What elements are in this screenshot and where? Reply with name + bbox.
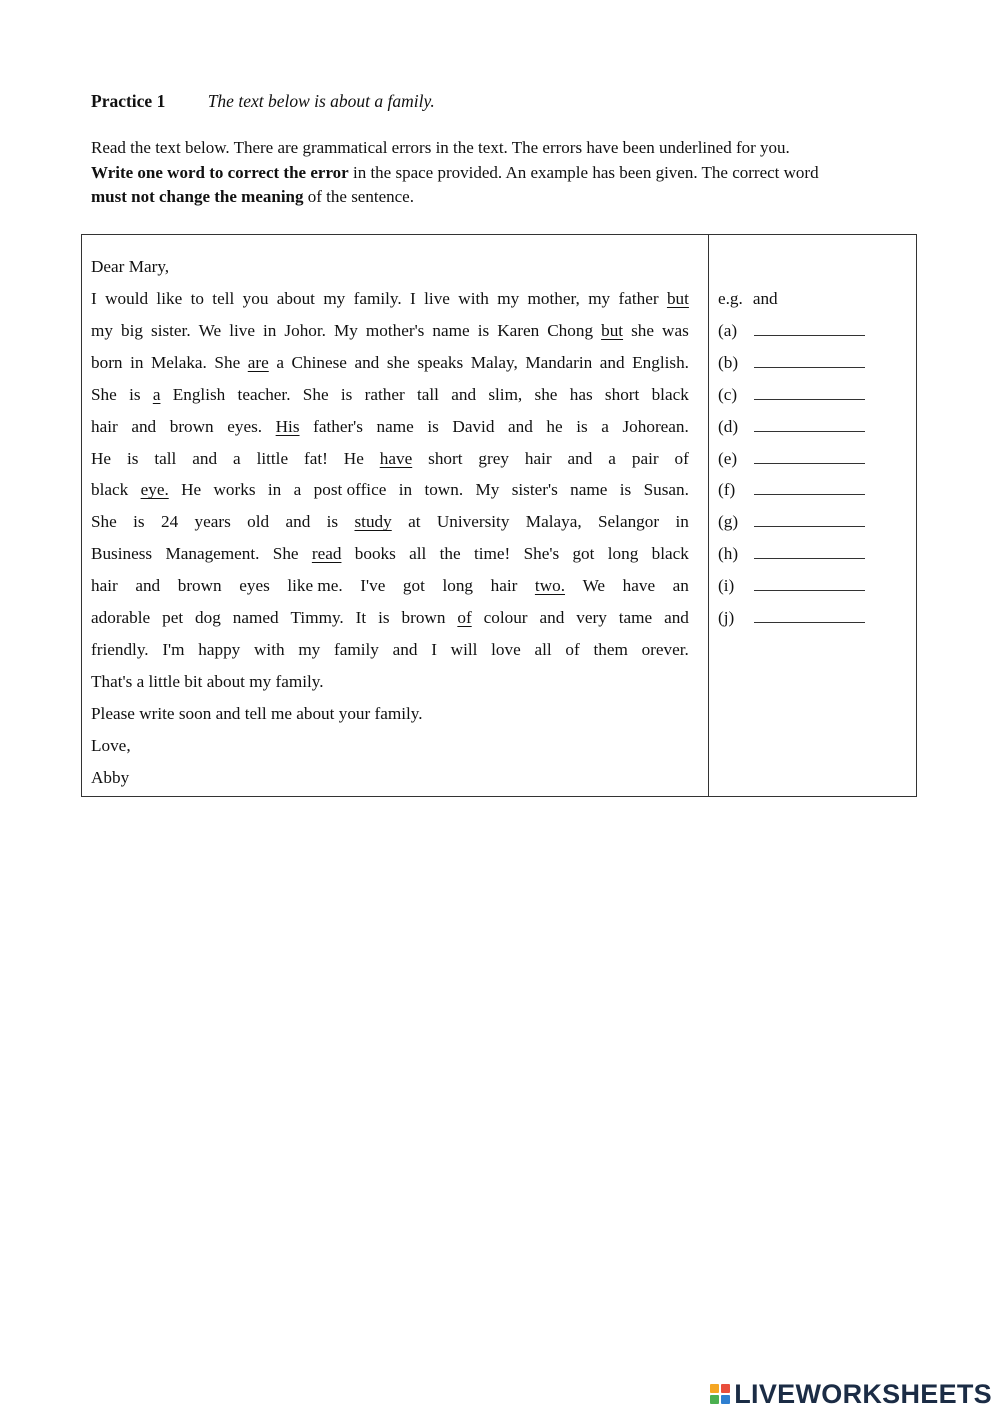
- letter-line: [91, 288, 689, 310]
- letter-line: [91, 607, 689, 629]
- letter-word: Malaya,: [525, 512, 582, 532]
- letter-word: is: [129, 384, 141, 404]
- letter-line: [91, 320, 689, 342]
- example-label: e.g.: [718, 289, 743, 308]
- letter-word: them: [593, 639, 628, 659]
- letter-word: love: [491, 639, 521, 659]
- letter-word: adorable: [91, 608, 151, 627]
- letter-word: black: [91, 480, 129, 500]
- letter-word: and: [285, 512, 311, 532]
- letter-word: and: [392, 639, 418, 659]
- letter-word: She: [272, 544, 299, 564]
- letter-word: named: [232, 608, 279, 627]
- letter-word: Chinese: [291, 352, 347, 372]
- letter-word: eyes.: [227, 416, 263, 436]
- letter-word: at: [408, 512, 421, 532]
- letter-word: name: [376, 416, 414, 436]
- letter-word: I'm: [162, 639, 185, 659]
- letter-word: friendly.: [91, 639, 149, 659]
- letter-word: old: [247, 512, 270, 532]
- letter-greeting: Dear Mary,: [91, 257, 170, 276]
- letter-word: He: [343, 448, 364, 468]
- answer-label: (a): [718, 320, 738, 340]
- liveworksheets-logo: [710, 1380, 992, 1408]
- letter-line: [91, 479, 689, 501]
- column-divider: [708, 235, 709, 796]
- letter-word: teacher.: [237, 384, 291, 404]
- answer-label: (e): [718, 448, 738, 468]
- answer-row: [718, 320, 865, 342]
- letter-word: with: [458, 289, 489, 308]
- letter-word: like me.: [287, 576, 343, 596]
- letter-word: like: [156, 289, 183, 308]
- logo-tile: [710, 1395, 719, 1404]
- letter-word: my: [588, 289, 611, 308]
- letter-word: father: [618, 289, 659, 308]
- letter-word: books: [354, 544, 396, 564]
- letter-word: I've: [360, 576, 386, 596]
- letter-line: [91, 543, 689, 565]
- answer-row: [718, 479, 865, 501]
- letter-word: family: [334, 639, 379, 659]
- letter-word: pair: [631, 448, 659, 468]
- letter-word: She: [91, 384, 117, 404]
- letter-word: hair: [490, 576, 518, 596]
- letter-word: He: [91, 448, 112, 468]
- letter-word: tame: [618, 608, 653, 627]
- letter-word: is: [619, 480, 632, 500]
- letter-word: long: [607, 544, 639, 564]
- logo-mark-icon: [710, 1384, 730, 1404]
- answer-label: (j): [718, 608, 735, 627]
- letter-word: slim,: [488, 384, 523, 404]
- answer-label: (g): [718, 512, 739, 532]
- answer-label: (c): [718, 384, 738, 404]
- letter-line: [91, 448, 689, 470]
- answer-row: [718, 352, 865, 374]
- letter-word: a: [233, 448, 241, 468]
- letter-word: in: [263, 320, 277, 340]
- letter-word: town.: [424, 480, 464, 500]
- letter-word: English.: [632, 352, 689, 372]
- letter-word: hair: [524, 448, 552, 468]
- letter-word: He: [181, 480, 202, 500]
- letter-closing: That's a little bit about my family.: [91, 671, 324, 691]
- letter-word: in: [267, 480, 282, 500]
- underlined-error: are: [247, 352, 269, 372]
- letter-word: years: [194, 512, 231, 532]
- answer-blank[interactable]: [754, 480, 865, 495]
- letter-word: Johorean.: [622, 416, 689, 436]
- letter-word: dog: [195, 608, 221, 627]
- letter-line: [91, 575, 689, 597]
- letter-word: the: [439, 544, 461, 564]
- answer-blank[interactable]: [754, 608, 865, 623]
- letter-word: and: [539, 608, 565, 627]
- letter-word: pet: [162, 608, 184, 627]
- answer-row: [718, 448, 865, 470]
- practice-heading: [91, 90, 435, 112]
- letter-word: It: [355, 608, 367, 627]
- letter-word: short: [428, 448, 463, 468]
- letter-word: in: [398, 480, 413, 500]
- letter-word: and: [135, 576, 161, 596]
- letter-word: time!: [473, 544, 511, 564]
- letter-word: Johor.: [284, 320, 326, 340]
- brand-name: LIVEWORKSHEETS: [734, 1379, 992, 1409]
- letter-word: David: [452, 416, 495, 436]
- letter-word: in: [675, 512, 689, 532]
- letter-word: My: [475, 480, 500, 500]
- letter-word: I: [410, 289, 416, 308]
- letter-word: University: [436, 512, 510, 532]
- letter-word: mother's: [365, 320, 425, 340]
- letter-word: and: [664, 608, 689, 627]
- exercise-table: [81, 234, 917, 797]
- letter-word: all: [409, 544, 427, 564]
- letter-word: of: [674, 448, 689, 468]
- letter-line: [91, 511, 689, 533]
- letter-word: She: [91, 512, 117, 532]
- letter-word: tall: [416, 384, 439, 404]
- instructions-line-2: [91, 161, 921, 186]
- letter-word: has: [569, 384, 593, 404]
- letter-line: [91, 639, 689, 661]
- letter-word: my: [497, 289, 520, 308]
- letter-word: happy: [198, 639, 241, 659]
- letter-word: my: [91, 320, 113, 340]
- letter-closing: Please write soon and tell me about your family.: [91, 703, 423, 723]
- letter-word: little: [256, 448, 289, 468]
- answer-blank[interactable]: [754, 353, 865, 368]
- letter-word: a: [293, 480, 302, 500]
- underlined-error: study: [354, 512, 392, 532]
- example-answer-row: [718, 288, 778, 310]
- letter-word: long: [442, 576, 474, 596]
- example-answer: and: [752, 289, 778, 308]
- letter-word: is: [126, 448, 139, 468]
- letter-word: tall: [154, 448, 177, 468]
- letter-word: is: [133, 512, 145, 532]
- letter-word: he: [546, 416, 563, 436]
- letter-word: Malay,: [470, 352, 518, 372]
- letter-word: is: [576, 416, 588, 436]
- underlined-error: two.: [534, 576, 565, 596]
- letter-word: and: [354, 352, 380, 372]
- letter-word: We: [582, 576, 606, 596]
- letter-word: is: [427, 416, 439, 436]
- letter-word: a: [276, 352, 284, 372]
- letter-word: name: [432, 320, 470, 340]
- letter-word: is: [340, 384, 353, 404]
- letter-word: Susan.: [643, 480, 689, 500]
- answer-label: (f): [718, 480, 736, 500]
- instructions-text-2: in the space provided. An example has been given. The correct word: [348, 162, 819, 182]
- letter-word: a: [608, 448, 616, 468]
- instructions-line-3: [91, 185, 921, 210]
- underlined-error: have: [379, 448, 413, 468]
- answer-row: [718, 575, 865, 597]
- answer-row: [718, 384, 865, 406]
- letter-word: live: [424, 289, 450, 308]
- instructions-bold-2: must not change the meaning: [91, 187, 304, 206]
- letter-word: very: [576, 608, 607, 627]
- letter-word: black: [651, 384, 689, 404]
- letter-word: grey: [478, 448, 509, 468]
- answer-row: [718, 543, 865, 565]
- instructions: [91, 136, 921, 210]
- practice-label: Practice 1: [91, 91, 166, 111]
- letter-word: in: [130, 352, 144, 372]
- answer-blank[interactable]: [754, 417, 865, 432]
- letter-word: Melaka.: [151, 352, 207, 372]
- letter-word: mother,: [527, 289, 580, 308]
- letter-word: post office: [313, 480, 387, 500]
- letter-word: would: [105, 289, 149, 308]
- answer-label: (b): [718, 352, 739, 372]
- letter-word: father's: [313, 416, 363, 436]
- letter-word: family.: [353, 289, 402, 308]
- answer-label: (d): [718, 416, 739, 436]
- letter-word: She: [302, 384, 329, 404]
- underlined-error: a: [152, 384, 161, 404]
- underlined-error: but: [601, 320, 624, 340]
- letter-word: Chong: [547, 320, 594, 340]
- letter-word: a: [601, 416, 609, 436]
- letter-word: and: [192, 448, 218, 468]
- letter-word: she: [631, 320, 655, 340]
- practice-subtitle: The text below is about a family.: [207, 91, 435, 111]
- answer-blank[interactable]: [754, 544, 865, 559]
- letter-word: she: [386, 352, 410, 372]
- letter-word: big: [121, 320, 143, 340]
- letter-word: orever.: [641, 639, 689, 659]
- logo-tile: [710, 1384, 719, 1393]
- letter-word: I: [91, 289, 97, 308]
- instructions-text-3: of the sentence.: [303, 187, 414, 206]
- letter-word: with: [254, 639, 285, 659]
- answer-label: (h): [718, 544, 739, 564]
- instructions-bold-1: Write one word to correct the error: [91, 162, 349, 182]
- letter-word: to: [190, 289, 204, 308]
- letter-word: works: [213, 480, 256, 500]
- letter-word: my: [298, 639, 321, 659]
- letter-word: Management.: [165, 544, 260, 564]
- answer-blank[interactable]: [754, 512, 865, 527]
- letter-word: will: [450, 639, 478, 659]
- letter-word: My: [333, 320, 358, 340]
- letter-word: brown: [169, 416, 214, 436]
- instructions-line-1: Read the text below. There are grammatical errors in the text. The errors have been underlined for you.: [91, 138, 790, 157]
- answer-row: [718, 607, 865, 629]
- letter-word: hair: [91, 416, 118, 436]
- letter-word: and: [599, 352, 625, 372]
- letter-word: an: [672, 576, 689, 596]
- letter-word: got: [402, 576, 425, 596]
- letter-signature: Abby: [91, 767, 130, 787]
- letter-word: is: [378, 608, 390, 627]
- letter-word: fat!: [304, 448, 328, 468]
- letter-word: about: [276, 289, 315, 308]
- letter-word: was: [662, 320, 689, 340]
- letter-word: eyes: [239, 576, 270, 596]
- letter-line: [91, 416, 689, 438]
- letter-word: hair: [91, 576, 118, 596]
- letter-word: got: [572, 544, 595, 564]
- letter-word: rather: [364, 384, 405, 404]
- answer-label: (i): [718, 576, 735, 596]
- letter-signoff: Love,: [91, 735, 131, 755]
- letter-word: sister.: [151, 320, 191, 340]
- letter-word: Selangor: [597, 512, 660, 532]
- answer-blank[interactable]: [754, 385, 865, 400]
- answer-row: [718, 511, 865, 533]
- logo-tile: [721, 1395, 730, 1404]
- answer-blank[interactable]: [754, 576, 865, 591]
- letter-word: short: [604, 384, 640, 404]
- letter-word: Business: [91, 544, 153, 564]
- letter-word: and: [508, 416, 533, 436]
- letter-word: black: [651, 544, 689, 564]
- letter-word: she: [534, 384, 558, 404]
- letter-word: brown: [401, 608, 446, 627]
- letter-line: [91, 384, 689, 406]
- answer-row: [718, 416, 865, 438]
- letter-word: Mandarin: [525, 352, 593, 372]
- letter-word: have: [622, 576, 656, 596]
- underlined-error: His: [275, 416, 300, 436]
- letter-word: Timmy.: [290, 608, 344, 627]
- letter-word: colour: [483, 608, 528, 627]
- letter-word: born: [91, 352, 123, 372]
- logo-tile: [721, 1384, 730, 1393]
- letter-word: 24: [160, 512, 179, 532]
- underlined-error: eye.: [140, 480, 169, 500]
- letter-word: brown: [177, 576, 222, 596]
- letter-word: you: [242, 289, 269, 308]
- answer-blank[interactable]: [754, 449, 865, 464]
- letter-word: tell: [212, 289, 235, 308]
- letter-word: She: [214, 352, 241, 372]
- letter-line: [91, 352, 689, 374]
- letter-word: and: [567, 448, 593, 468]
- letter-word: and: [451, 384, 477, 404]
- letter-word: my: [323, 289, 346, 308]
- letter-word: Karen: [497, 320, 540, 340]
- letter-word: of: [565, 639, 580, 659]
- letter-word: sister's: [511, 480, 558, 500]
- underlined-error: of: [457, 608, 472, 627]
- answer-blank[interactable]: [754, 321, 865, 336]
- letter-word: I: [431, 639, 437, 659]
- letter-word: all: [534, 639, 552, 659]
- letter-word: and: [131, 416, 157, 436]
- letter-word: is: [477, 320, 490, 340]
- letter-word: name: [570, 480, 608, 500]
- letter-word: English: [172, 384, 226, 404]
- letter-word: We: [198, 320, 222, 340]
- letter-word: speaks: [417, 352, 464, 372]
- underlined-error: read: [311, 544, 342, 564]
- letter-word: She's: [523, 544, 560, 564]
- letter-word: is: [326, 512, 339, 532]
- letter-word: live: [229, 320, 255, 340]
- underlined-error: but: [666, 289, 689, 308]
